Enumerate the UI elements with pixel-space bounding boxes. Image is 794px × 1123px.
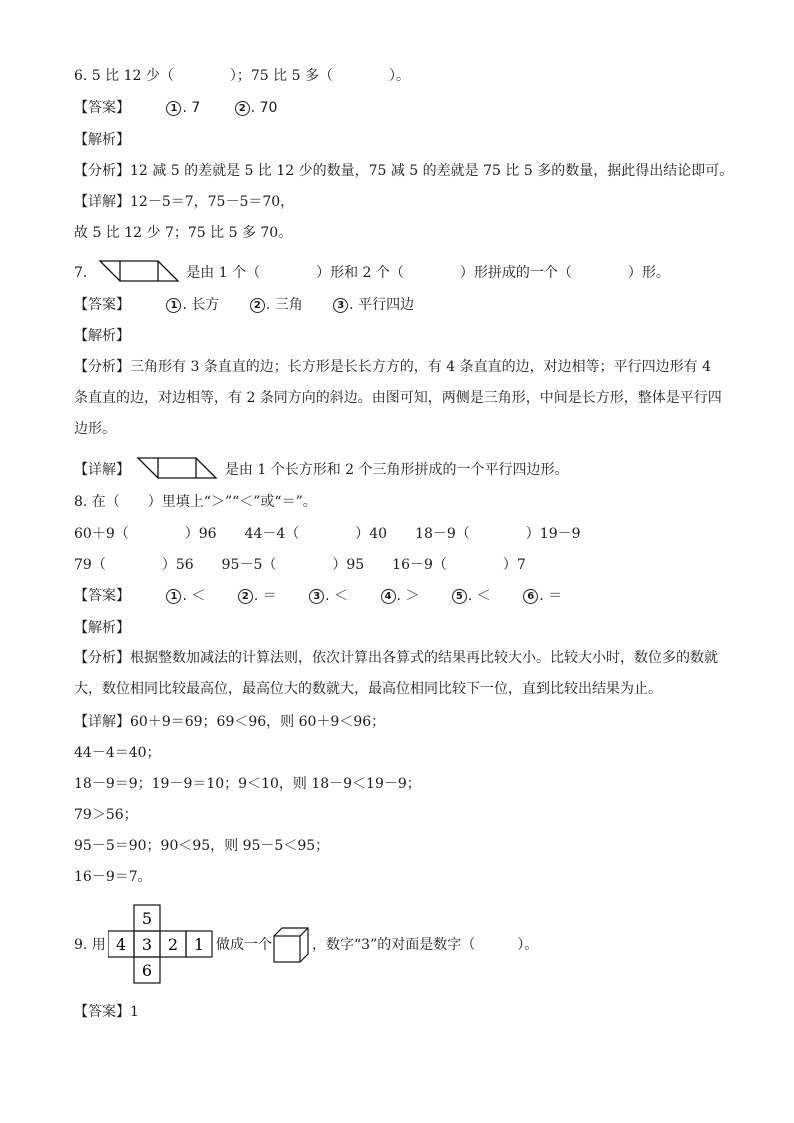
q8-answer-line: 【答案】 1 . ＜ 2 . ＝ 3 . ＜ 4 . ＞ 5 . ＜ 6 . ＝	[74, 588, 563, 604]
q6-answer-line: 【答案】 1 . 7 2 . 70	[74, 100, 278, 116]
circled-number: 1	[166, 101, 181, 116]
analysis-tag: 【解析】	[74, 328, 130, 344]
q8-detail-6: 16－9＝7。	[74, 869, 152, 885]
net-face-bottom: 6	[141, 961, 153, 980]
q6-detail-2: 故 5 比 12 少 7；75 比 5 多 70。	[74, 225, 293, 241]
analysis-tag: 【解析】	[74, 132, 130, 148]
q7-question: 7. 是由 1 个（ ）形和 2 个（ ）形拼成的一个（ ）形。	[74, 259, 670, 283]
q8-detail-2: 44－4＝40；	[74, 745, 161, 761]
circled-number: 2	[235, 101, 250, 116]
q6-analysis: 【分析】12 减 5 的差就是 5 比 12 少的数量，75 减 5 的差就是 75 比 5 多的数量，据此得出结论即可。	[74, 163, 734, 179]
analysis-tag: 【解析】	[74, 620, 130, 636]
q6-detail: 【详解】12－5＝7，75－5＝70，	[74, 194, 295, 210]
cube-figure	[272, 926, 312, 964]
q8-row-2: 79（ ）56 95－5（ ）95 16－9（ ）7	[74, 557, 526, 573]
q7-analysis: 【分析】三角形有 3 条直直的边；长方形是长长方方的，有 4 条直直的边，对边相等；平行四边形有 4 条直直的边，对边相等，有 2 条同方向的斜边。由图可知，两侧是三角形，中间是长方形，整体是平行四边形。	[74, 359, 722, 437]
answer-tag: 【答案】	[74, 588, 130, 604]
q9-middle: 做成一个	[216, 937, 272, 953]
circled-number: 3	[309, 589, 324, 604]
q8-question: 8. 在（ ）里填上“＞”“＜”或“＝”。	[74, 494, 317, 510]
q7-answer-line: 【答案】 1 . 长方 2 . 三角 3 . 平行四边	[74, 297, 415, 313]
circled-number: 2	[238, 589, 253, 604]
circled-number: 2	[250, 298, 265, 313]
q8-analysis: 【分析】根据整数加减法的计算法则，依次计算出各算式的结果再比较大小。比较大小时，数位多的数就大，数位相同比较最高位，最高位大的数就大，最高位相同比较下一位，直到比较出结果为止。	[74, 650, 718, 697]
q9-prefix: 9. 用	[74, 937, 106, 953]
q9-answer-line: 【答案】1	[74, 1004, 139, 1020]
circled-number: 4	[381, 589, 396, 604]
answer-tag: 【答案】	[74, 297, 130, 313]
circled-number: 1	[166, 298, 181, 313]
net-face-top: 5	[141, 909, 153, 928]
q8-detail-1: 【详解】60＋9＝69；69＜96，则 60＋9＜96；	[74, 714, 386, 730]
q8-detail-5: 95－5＝90；90＜95，则 95－5＜95；	[74, 838, 330, 854]
net-face: 4	[115, 935, 127, 954]
q6-question: 6. 5 比 12 少（ ）；75 比 5 多（ ）。	[74, 68, 410, 84]
q8-row-1: 60＋9（ ）96 44－4（ ）40 18－9（ ）19－9	[74, 526, 581, 542]
q8-detail-4: 79＞56；	[74, 807, 138, 823]
net-face: 2	[167, 935, 179, 954]
circled-number: 3	[333, 298, 348, 313]
circled-number: 5	[452, 589, 467, 604]
net-face: 1	[193, 935, 205, 954]
q8-detail-3: 18－9＝9；19－9＝10；9＜10，则 18－9＜19－9；	[74, 776, 421, 792]
circled-number: 1	[166, 589, 181, 604]
answer-tag: 【答案】	[74, 100, 130, 116]
parallelogram-figure	[136, 456, 218, 480]
q9-suffix: ，数字“3”的对面是数字（ ）。	[312, 937, 539, 953]
answer-tag: 【答案】	[74, 1004, 130, 1020]
q7-detail: 【详解】 是由 1 个长方形和 2 个三角形拼成的一个平行四边形。	[74, 456, 569, 480]
cube-net	[108, 904, 216, 984]
parallelogram-figure	[98, 259, 180, 283]
net-face: 3	[141, 935, 153, 954]
circled-number: 6	[523, 589, 538, 604]
